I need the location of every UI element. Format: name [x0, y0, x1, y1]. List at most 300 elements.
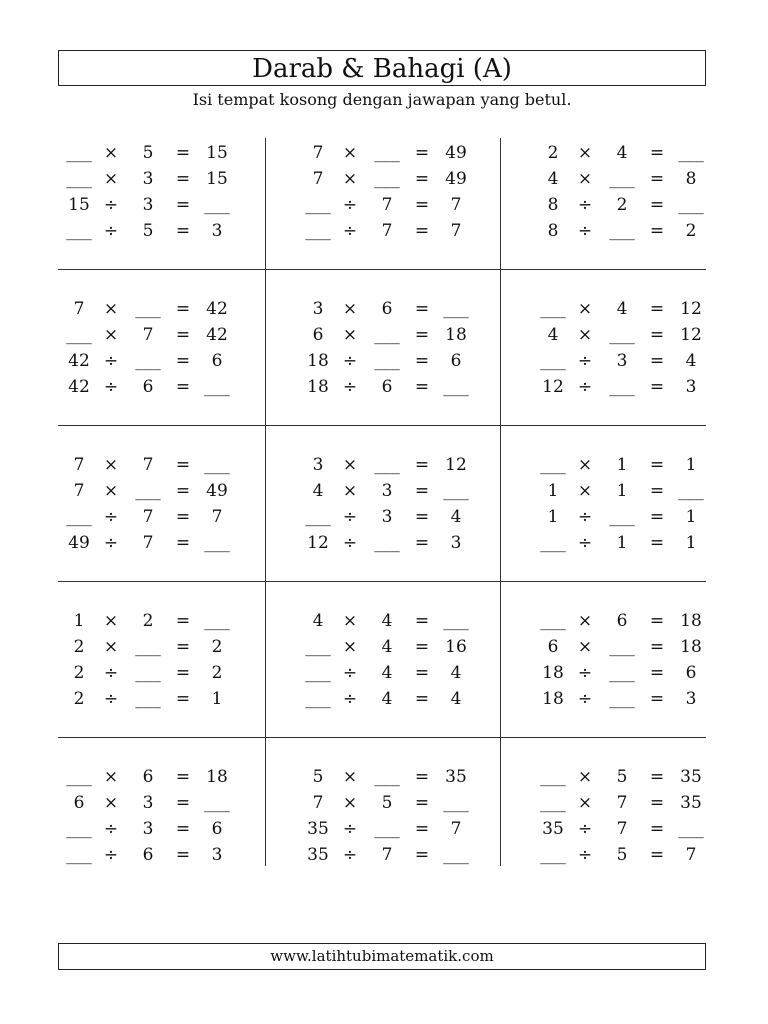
- equals-sign: =: [649, 637, 665, 657]
- equation: [536, 634, 716, 660]
- equation: [536, 504, 716, 530]
- answer-blank[interactable]: ___: [374, 533, 400, 553]
- equals-sign: =: [175, 169, 191, 189]
- operand-a: 7: [312, 793, 324, 813]
- operator: ÷: [342, 663, 358, 683]
- result: 4: [450, 663, 462, 683]
- equals-sign: =: [414, 533, 430, 553]
- operator: ×: [342, 325, 358, 345]
- equals-sign: =: [649, 169, 665, 189]
- equals-sign: =: [649, 767, 665, 787]
- operand-a: 42: [68, 377, 90, 397]
- equation: [536, 322, 716, 348]
- operand-a: 42: [68, 351, 90, 371]
- answer-blank[interactable]: ___: [609, 377, 635, 397]
- equation: [62, 634, 242, 660]
- operand-a: 18: [542, 663, 564, 683]
- operand-b: 5: [616, 845, 628, 865]
- equals-sign: =: [649, 455, 665, 475]
- operand-b: 3: [381, 507, 393, 527]
- operator: ×: [577, 481, 593, 501]
- result: 18: [445, 325, 467, 345]
- answer-blank[interactable]: ___: [540, 845, 566, 865]
- answer-blank[interactable]: ___: [66, 169, 92, 189]
- equation: [301, 504, 481, 530]
- answer-blank[interactable]: ___: [204, 195, 230, 215]
- answer-blank[interactable]: ___: [443, 377, 469, 397]
- answer-blank[interactable]: ___: [540, 455, 566, 475]
- operator: ÷: [577, 221, 593, 241]
- equation: [301, 686, 481, 712]
- operand-a: 7: [73, 481, 85, 501]
- operand-a: 4: [312, 611, 324, 631]
- equation: [301, 790, 481, 816]
- operand-b: 3: [142, 169, 154, 189]
- operand-b: 7: [616, 819, 628, 839]
- equation: [62, 816, 242, 842]
- equation: [62, 374, 242, 400]
- operand-a: 35: [307, 845, 329, 865]
- equals-sign: =: [414, 377, 430, 397]
- equals-sign: =: [414, 481, 430, 501]
- answer-blank[interactable]: ___: [609, 221, 635, 241]
- answer-blank[interactable]: ___: [609, 637, 635, 657]
- equation: [62, 608, 242, 634]
- answer-blank[interactable]: ___: [609, 663, 635, 683]
- result: 3: [211, 845, 223, 865]
- operator: ×: [342, 169, 358, 189]
- operator: ÷: [577, 377, 593, 397]
- equals-sign: =: [175, 195, 191, 215]
- operator: ×: [577, 637, 593, 657]
- equals-sign: =: [649, 481, 665, 501]
- equation: [62, 660, 242, 686]
- operand-b: 5: [381, 793, 393, 813]
- column-divider: [500, 138, 501, 866]
- equation: [301, 530, 481, 556]
- answer-blank[interactable]: ___: [135, 663, 161, 683]
- answer-blank[interactable]: ___: [305, 663, 331, 683]
- result: 42: [206, 299, 228, 319]
- equation: [536, 166, 716, 192]
- operand-a: 12: [542, 377, 564, 397]
- answer-blank[interactable]: ___: [204, 611, 230, 631]
- equation: [536, 842, 716, 868]
- answer-blank[interactable]: ___: [135, 637, 161, 657]
- result: 2: [211, 637, 223, 657]
- operator: ×: [103, 325, 119, 345]
- operator: ÷: [577, 195, 593, 215]
- answer-blank[interactable]: ___: [678, 481, 704, 501]
- result: 49: [206, 481, 228, 501]
- operator: ÷: [342, 221, 358, 241]
- equation: [536, 816, 716, 842]
- equals-sign: =: [175, 845, 191, 865]
- answer-blank[interactable]: ___: [204, 533, 230, 553]
- answer-blank[interactable]: ___: [135, 689, 161, 709]
- operator: ÷: [342, 689, 358, 709]
- answer-blank[interactable]: ___: [66, 143, 92, 163]
- result: 8: [685, 169, 697, 189]
- answer-blank[interactable]: ___: [540, 533, 566, 553]
- equation: [62, 504, 242, 530]
- equals-sign: =: [414, 637, 430, 657]
- answer-blank[interactable]: ___: [374, 351, 400, 371]
- answer-blank[interactable]: ___: [135, 351, 161, 371]
- equals-sign: =: [414, 325, 430, 345]
- operand-b: 4: [381, 637, 393, 657]
- problem-set: [62, 762, 242, 918]
- operator: ×: [577, 793, 593, 813]
- operator: ×: [103, 793, 119, 813]
- result: 16: [445, 637, 467, 657]
- equation: [301, 140, 481, 166]
- problem-set: [536, 606, 716, 762]
- equals-sign: =: [175, 533, 191, 553]
- equation: [301, 348, 481, 374]
- operator: ÷: [342, 845, 358, 865]
- answer-blank[interactable]: ___: [374, 767, 400, 787]
- equation: [301, 660, 481, 686]
- operator: ÷: [103, 377, 119, 397]
- answer-blank[interactable]: ___: [66, 819, 92, 839]
- equation: [301, 322, 481, 348]
- equation: [301, 218, 481, 244]
- operand-b: 5: [616, 767, 628, 787]
- operator: ×: [342, 481, 358, 501]
- footer-website: www.latihtubimatematik.com: [58, 943, 706, 970]
- equation: [536, 296, 716, 322]
- result: 42: [206, 325, 228, 345]
- equals-sign: =: [649, 377, 665, 397]
- answer-blank[interactable]: ___: [66, 507, 92, 527]
- answer-blank[interactable]: ___: [540, 767, 566, 787]
- equals-sign: =: [414, 455, 430, 475]
- equals-sign: =: [649, 351, 665, 371]
- operand-b: 4: [381, 689, 393, 709]
- answer-blank[interactable]: ___: [540, 793, 566, 813]
- equation: [62, 348, 242, 374]
- operator: ×: [577, 611, 593, 631]
- operator: ×: [342, 637, 358, 657]
- equation: [62, 166, 242, 192]
- operator: ÷: [103, 663, 119, 683]
- equals-sign: =: [649, 793, 665, 813]
- operand-a: 18: [542, 689, 564, 709]
- equation: [62, 140, 242, 166]
- equation: [301, 608, 481, 634]
- result: 6: [450, 351, 462, 371]
- result: 4: [450, 689, 462, 709]
- operand-b: 6: [616, 611, 628, 631]
- worksheet-instructions: Isi tempat kosong dengan jawapan yang betul.: [192, 90, 572, 109]
- operand-b: 3: [381, 481, 393, 501]
- answer-blank[interactable]: ___: [135, 299, 161, 319]
- answer-blank[interactable]: ___: [374, 143, 400, 163]
- operator: ×: [103, 455, 119, 475]
- result: 7: [450, 221, 462, 241]
- answer-blank[interactable]: ___: [305, 195, 331, 215]
- answer-blank[interactable]: ___: [678, 819, 704, 839]
- equation: [536, 790, 716, 816]
- operator: ÷: [342, 819, 358, 839]
- equation: [62, 192, 242, 218]
- operand-a: 6: [73, 793, 85, 813]
- operand-a: 7: [73, 455, 85, 475]
- operator: ÷: [577, 663, 593, 683]
- equation: [536, 192, 716, 218]
- operator: ÷: [342, 377, 358, 397]
- operand-a: 6: [547, 637, 559, 657]
- equation: [301, 296, 481, 322]
- equation: [536, 452, 716, 478]
- operand-b: 7: [381, 221, 393, 241]
- operand-b: 6: [142, 377, 154, 397]
- operator: ÷: [342, 195, 358, 215]
- operand-a: 7: [312, 169, 324, 189]
- equals-sign: =: [175, 507, 191, 527]
- operator: ÷: [103, 819, 119, 839]
- operand-a: 6: [312, 325, 324, 345]
- equals-sign: =: [175, 793, 191, 813]
- equals-sign: =: [175, 481, 191, 501]
- result: 18: [680, 611, 702, 631]
- equals-sign: =: [649, 533, 665, 553]
- equation: [536, 530, 716, 556]
- operand-a: 8: [547, 195, 559, 215]
- operand-a: 1: [73, 611, 85, 631]
- result: 4: [450, 507, 462, 527]
- operator: ÷: [342, 351, 358, 371]
- result: 12: [680, 299, 702, 319]
- equation: [536, 374, 716, 400]
- problem-set: [536, 138, 716, 294]
- operand-b: 6: [381, 299, 393, 319]
- equals-sign: =: [414, 169, 430, 189]
- operand-b: 2: [616, 195, 628, 215]
- answer-blank[interactable]: ___: [374, 169, 400, 189]
- operator: ÷: [103, 689, 119, 709]
- answer-blank[interactable]: ___: [66, 767, 92, 787]
- equation: [301, 452, 481, 478]
- operand-a: 4: [547, 325, 559, 345]
- equals-sign: =: [649, 299, 665, 319]
- operator: ÷: [577, 689, 593, 709]
- equation: [62, 764, 242, 790]
- equals-sign: =: [414, 845, 430, 865]
- answer-blank[interactable]: ___: [443, 481, 469, 501]
- answer-blank[interactable]: ___: [305, 689, 331, 709]
- answer-blank[interactable]: ___: [609, 507, 635, 527]
- answer-blank[interactable]: ___: [540, 299, 566, 319]
- equals-sign: =: [175, 819, 191, 839]
- operand-b: 3: [616, 351, 628, 371]
- operator: ×: [342, 455, 358, 475]
- equation: [301, 374, 481, 400]
- operator: ÷: [103, 507, 119, 527]
- equals-sign: =: [175, 221, 191, 241]
- equation: [301, 816, 481, 842]
- answer-blank[interactable]: ___: [374, 819, 400, 839]
- answer-blank[interactable]: ___: [678, 195, 704, 215]
- equals-sign: =: [649, 143, 665, 163]
- problem-set: [62, 606, 242, 762]
- equals-sign: =: [414, 221, 430, 241]
- equation: [301, 764, 481, 790]
- operand-b: 5: [142, 143, 154, 163]
- equation: [536, 608, 716, 634]
- operand-a: 7: [312, 143, 324, 163]
- equation: [536, 348, 716, 374]
- answer-blank[interactable]: ___: [443, 611, 469, 631]
- operator: ×: [577, 767, 593, 787]
- result: 3: [211, 221, 223, 241]
- operand-a: 18: [307, 351, 329, 371]
- operand-b: 3: [142, 195, 154, 215]
- answer-blank[interactable]: ___: [66, 325, 92, 345]
- problem-set: [536, 294, 716, 450]
- operator: ÷: [103, 351, 119, 371]
- equals-sign: =: [175, 455, 191, 475]
- equals-sign: =: [175, 611, 191, 631]
- operator: ×: [577, 325, 593, 345]
- answer-blank[interactable]: ___: [204, 455, 230, 475]
- operand-a: 2: [73, 689, 85, 709]
- operand-b: 4: [381, 611, 393, 631]
- equals-sign: =: [414, 351, 430, 371]
- operand-a: 15: [68, 195, 90, 215]
- operand-a: 18: [307, 377, 329, 397]
- equation: [62, 790, 242, 816]
- answer-blank[interactable]: ___: [135, 481, 161, 501]
- equation: [62, 686, 242, 712]
- answer-blank[interactable]: ___: [305, 507, 331, 527]
- equals-sign: =: [649, 663, 665, 683]
- operator: ÷: [342, 533, 358, 553]
- equals-sign: =: [414, 767, 430, 787]
- equals-sign: =: [414, 611, 430, 631]
- answer-blank[interactable]: ___: [609, 169, 635, 189]
- problem-set: [62, 138, 242, 294]
- result: 4: [685, 351, 697, 371]
- operator: ×: [103, 481, 119, 501]
- problem-grid: [58, 138, 706, 866]
- answer-blank[interactable]: ___: [305, 221, 331, 241]
- column-divider: [265, 138, 266, 866]
- equation: [301, 478, 481, 504]
- operand-b: 4: [616, 143, 628, 163]
- answer-blank[interactable]: ___: [305, 637, 331, 657]
- equals-sign: =: [414, 507, 430, 527]
- operand-a: 7: [73, 299, 85, 319]
- equation: [301, 842, 481, 868]
- operator: ×: [103, 637, 119, 657]
- operator: ÷: [103, 195, 119, 215]
- equals-sign: =: [175, 637, 191, 657]
- equals-sign: =: [649, 611, 665, 631]
- result: 35: [680, 793, 702, 813]
- operator: ÷: [577, 819, 593, 839]
- result: 12: [445, 455, 467, 475]
- answer-blank[interactable]: ___: [374, 455, 400, 475]
- equals-sign: =: [175, 143, 191, 163]
- operand-b: 1: [616, 455, 628, 475]
- operand-b: 7: [142, 507, 154, 527]
- answer-blank[interactable]: ___: [204, 377, 230, 397]
- answer-blank[interactable]: ___: [678, 143, 704, 163]
- answer-blank[interactable]: ___: [66, 845, 92, 865]
- answer-blank[interactable]: ___: [204, 793, 230, 813]
- operator: ×: [342, 299, 358, 319]
- answer-blank[interactable]: ___: [540, 351, 566, 371]
- answer-blank[interactable]: ___: [609, 325, 635, 345]
- operand-a: 49: [68, 533, 90, 553]
- equation: [62, 322, 242, 348]
- operand-a: 8: [547, 221, 559, 241]
- operator: ×: [577, 299, 593, 319]
- equals-sign: =: [649, 221, 665, 241]
- equation: [536, 140, 716, 166]
- answer-blank[interactable]: ___: [443, 845, 469, 865]
- equals-sign: =: [175, 663, 191, 683]
- operator: ×: [103, 143, 119, 163]
- operand-a: 1: [547, 481, 559, 501]
- equals-sign: =: [414, 143, 430, 163]
- answer-blank[interactable]: ___: [374, 325, 400, 345]
- operator: ×: [342, 611, 358, 631]
- answer-blank[interactable]: ___: [66, 221, 92, 241]
- equals-sign: =: [414, 299, 430, 319]
- worksheet-title: Darab & Bahagi (A): [58, 50, 706, 86]
- operand-b: 7: [142, 325, 154, 345]
- operand-b: 6: [142, 845, 154, 865]
- result: 49: [445, 143, 467, 163]
- answer-blank[interactable]: ___: [443, 793, 469, 813]
- result: 35: [445, 767, 467, 787]
- result: 2: [211, 663, 223, 683]
- equals-sign: =: [175, 299, 191, 319]
- operand-a: 3: [312, 299, 324, 319]
- equation: [536, 218, 716, 244]
- operator: ×: [342, 767, 358, 787]
- equation: [301, 634, 481, 660]
- result: 1: [685, 507, 697, 527]
- result: 12: [680, 325, 702, 345]
- problem-set: [301, 294, 481, 450]
- equals-sign: =: [649, 325, 665, 345]
- operator: ÷: [577, 533, 593, 553]
- operator: ÷: [577, 351, 593, 371]
- equation: [536, 660, 716, 686]
- operator: ÷: [342, 507, 358, 527]
- operand-b: 6: [381, 377, 393, 397]
- equation: [536, 478, 716, 504]
- operand-a: 4: [312, 481, 324, 501]
- operand-b: 7: [616, 793, 628, 813]
- equation: [301, 166, 481, 192]
- operand-b: 5: [142, 221, 154, 241]
- operator: ÷: [103, 221, 119, 241]
- result: 3: [685, 377, 697, 397]
- operator: ×: [577, 143, 593, 163]
- equals-sign: =: [175, 351, 191, 371]
- answer-blank[interactable]: ___: [609, 689, 635, 709]
- equation: [62, 296, 242, 322]
- answer-blank[interactable]: ___: [443, 299, 469, 319]
- operand-a: 2: [73, 637, 85, 657]
- equals-sign: =: [414, 819, 430, 839]
- answer-blank[interactable]: ___: [540, 611, 566, 631]
